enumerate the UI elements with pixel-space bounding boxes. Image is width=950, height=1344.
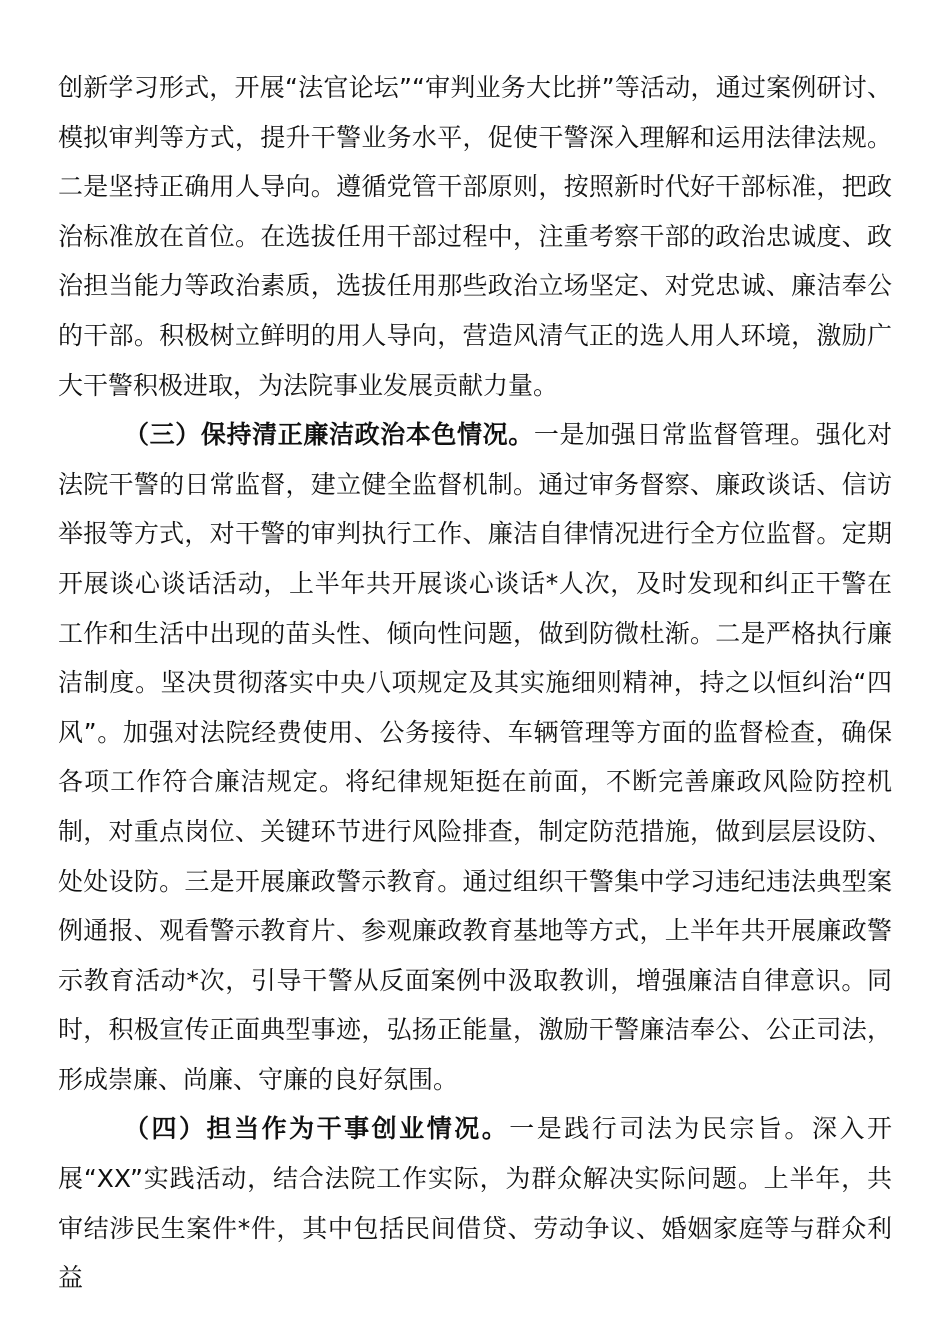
- section-heading: （四）担当作为干事创业情况。: [124, 1114, 510, 1144]
- paragraph-text: 一是加强日常监督管理。强化对法院干警的日常监督，建立健全监督机制。通过审务督察、廉政谈话、信访举报等方式，对干警的审判执行工作、廉洁自律情况进行全方位监督。定期开展谈心谈话活动，上半年共开展谈心谈话*人次，及时发现和纠正干警在工作和生活中出现的苗头性、倾向性问题，做到防微杜渐。二是严格执行廉洁制度。坚决贯彻落实中央八项规定及其实施细则精神，持之以恒纠治“四风”。加强对法院经费使用、公务接待、车辆管理等方面的监督检查，确保各项工作符合廉洁规定。将纪律规矩挺在前面，不断完善廉政风险防控机制，对重点岗位、关键环节进行风险排查，制定防范措施，做到层层设防、处处设防。三是开展廉政警示教育。通过组织干警集中学习违纪违法典型案例通报、观看警示教育片、参观廉政教育基地等方式，上半年共开展廉政警示教育活动*次，引导干警从反面案例中汲取教训，增强廉洁自律意识。同时，积极宣传正面典型事迹，弘扬正能量，激励干警廉洁奉公、公正司法，形成崇廉、尚廉、守廉的良好氛围。: [58, 420, 892, 1094]
- section-heading: （三）保持清正廉洁政治本色情况。: [124, 420, 534, 450]
- paragraph-continuation: [58, 63, 892, 410]
- paragraph-section-3: [58, 410, 892, 1104]
- document-body: [58, 63, 892, 1303]
- paragraph-section-4: [58, 1104, 892, 1302]
- paragraph-text: 一是践行司法为民宗旨。深入开展“XX”实践活动，结合法院工作实际，为群众解决实际问题。上半年，共审结涉民生案件*件，其中包括民间借贷、劳动争议、婚姻家庭等与群众利益: [58, 1114, 892, 1293]
- paragraph-text: 创新学习形式，开展“法官论坛”“审判业务大比拼”等活动，通过案例研讨、模拟审判等方式，提升干警业务水平，促使干警深入理解和运用法律法规。二是坚持正确用人导向。遵循党管干部原则，按照新时代好干部标准，把政治标准放在首位。在选拔任用干部过程中，注重考察干部的政治忠诚度、政治担当能力等政治素质，选拔任用那些政治立场坚定、对党忠诚、廉洁奉公的干部。积极树立鲜明的用人导向，营造风清气正的选人用人环境，激励广大干警积极进取，为法院事业发展贡献力量。: [58, 73, 892, 400]
